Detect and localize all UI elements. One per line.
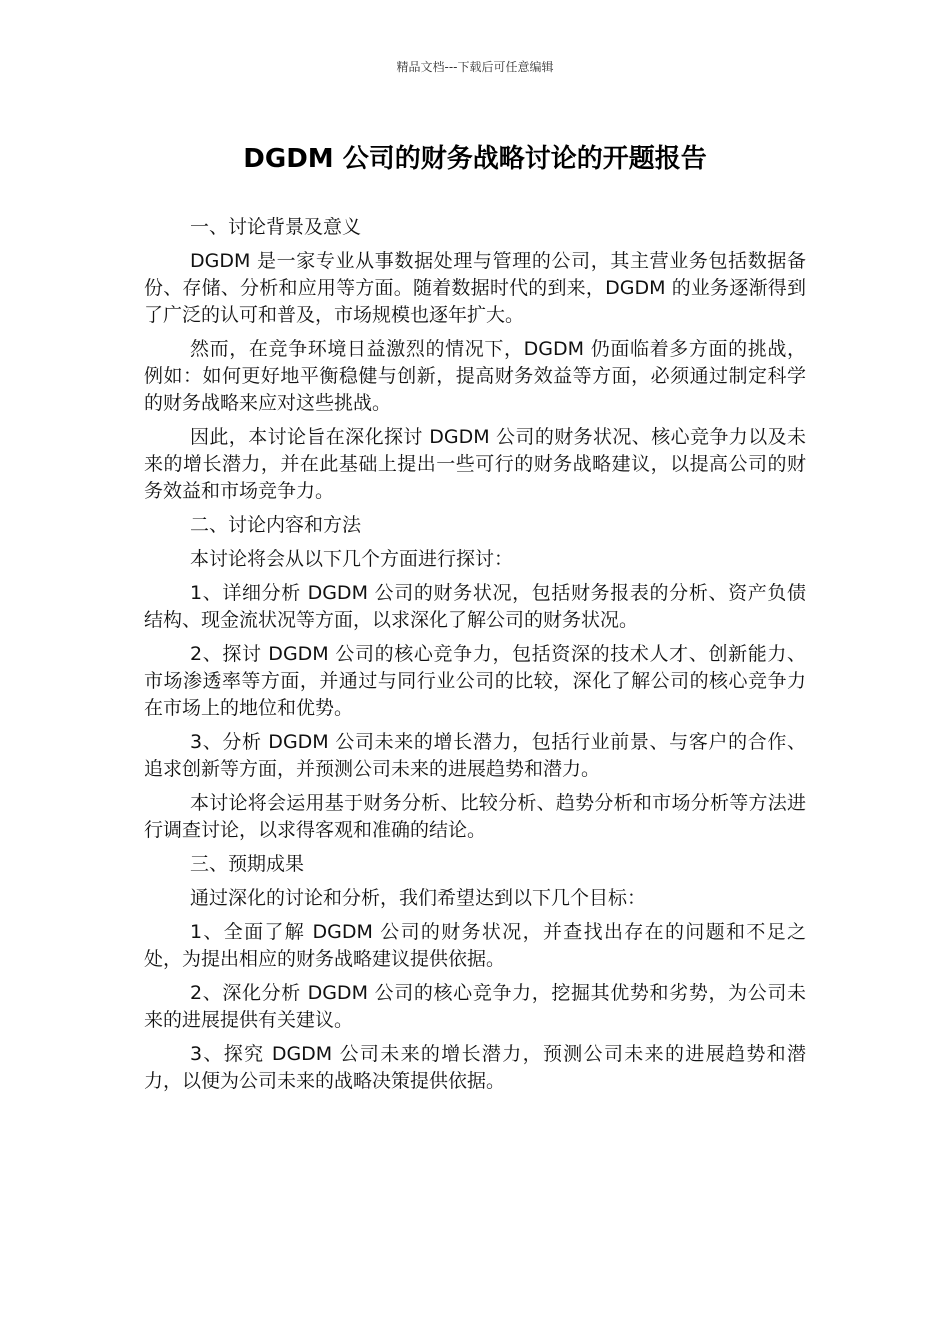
paragraph-purpose: 因此，本讨论旨在深化探讨 DGDM 公司的财务状况、核心竞争力以及未来的增长潜力，并在此基础上提出一些可行的财务战略建议，以提高公司的财务效益和市场竞争力。	[144, 426, 806, 502]
goal-item-financial-status: 1、全面了解 DGDM 公司的财务状况，并查找出存在的问题和不足之处，为提出相应的财务战略建议提供依据。	[144, 921, 806, 970]
paragraph-challenges: 然而，在竞争环境日益激烈的情况下，DGDM 仍面临着多方面的挑战，例如：如何更好地平衡稳健与创新，提高财务效益等方面，必须通过制定科学的财务战略来应对这些挑战。	[144, 338, 806, 414]
paragraph-company-intro: DGDM 是一家专业从事数据处理与管理的公司，其主营业务包括数据备份、存储、分析和应用等方面。随着数据时代的到来，DGDM 的业务逐渐得到了广泛的认可和普及，市场规模也逐年扩大。	[144, 250, 806, 326]
paragraph-aspects-intro: 本讨论将会从以下几个方面进行探讨：	[190, 548, 514, 570]
section-heading-content-method: 二、讨论内容和方法	[190, 514, 362, 536]
list-item-growth-potential: 3、分析 DGDM 公司未来的增长潜力，包括行业前景、与客户的合作、追求创新等方面，并预测公司未来的进展趋势和潜力。	[144, 731, 806, 780]
paragraph-methods: 本讨论将会运用基于财务分析、比较分析、趋势分析和市场分析等方法进行调查讨论，以求得客观和准确的结论。	[144, 792, 806, 841]
section-heading-background: 一、讨论背景及意义	[190, 216, 362, 238]
section-heading-expected-results: 三、预期成果	[190, 853, 305, 875]
document-body	[144, 214, 806, 1102]
goal-item-growth-potential: 3、探究 DGDM 公司未来的增长潜力，预测公司未来的进展趋势和潜力，以便为公司未来的战略决策提供依据。	[144, 1043, 806, 1092]
goal-item-core-competence: 2、深化分析 DGDM 公司的核心竞争力，挖掘其优势和劣势，为公司未来的进展提供有关建议。	[144, 982, 806, 1031]
header-note: 精品文档---下载后可任意编辑	[396, 60, 554, 74]
list-item-financial-analysis: 1、详细分析 DGDM 公司的财务状况，包括财务报表的分析、资产负债结构、现金流状况等方面，以求深化了解公司的财务状况。	[144, 582, 806, 631]
document-title: DGDM 公司的财务战略讨论的开题报告	[243, 144, 707, 174]
list-item-core-competence: 2、探讨 DGDM 公司的核心竞争力，包括资深的技术人才、创新能力、市场渗透率等方面，并通过与同行业公司的比较，深化了解公司的核心竞争力在市场上的地位和优势。	[144, 643, 806, 719]
paragraph-goals-intro: 通过深化的讨论和分析，我们希望达到以下几个目标：	[190, 887, 647, 909]
